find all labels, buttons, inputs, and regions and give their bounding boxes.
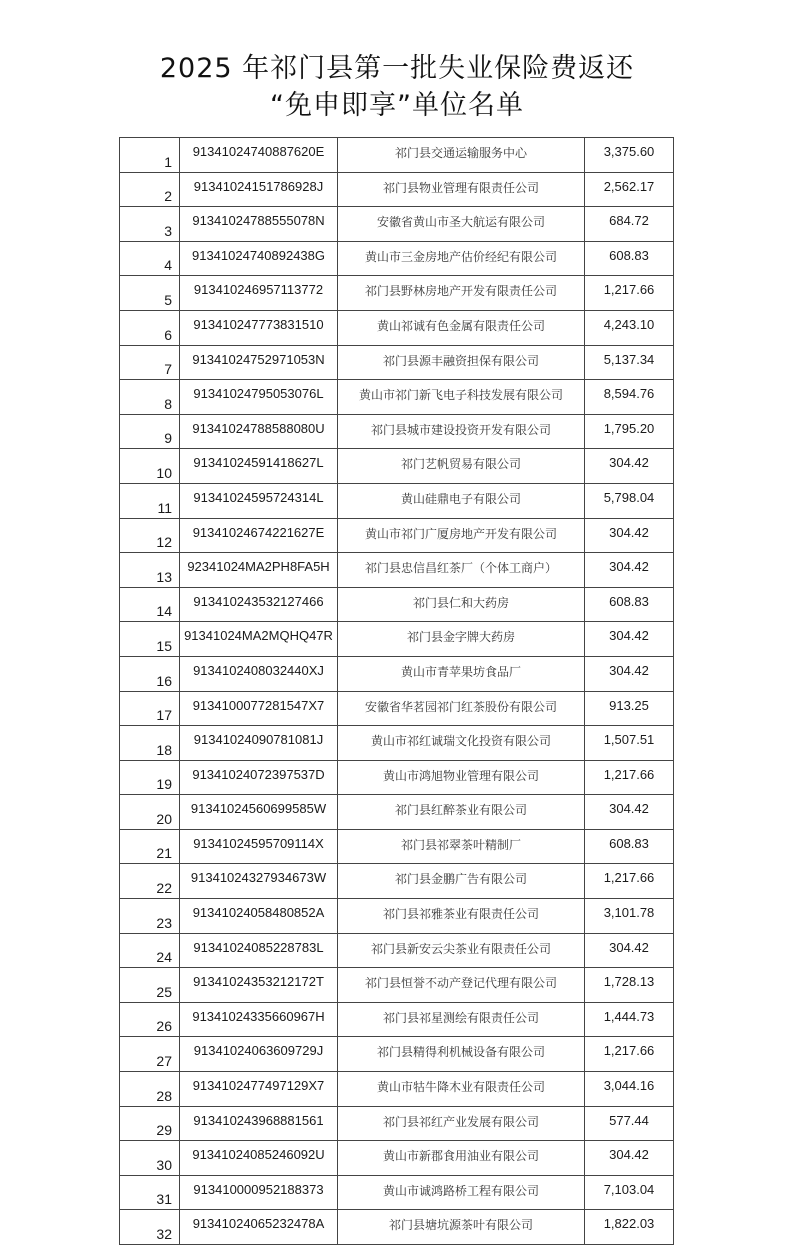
unit-name-cell: 祁门县恒誉不动产登记代理有限公司 [338,968,585,1003]
credit-code-cell: 9134102477497129X7 [180,1072,338,1107]
credit-code-cell: 91341024788588080U [180,414,338,449]
table-row [120,449,674,484]
row-number: 20 [120,795,180,830]
table-row [120,483,674,518]
table-row [120,518,674,553]
refund-amount-cell: 304.42 [585,553,674,588]
credit-code-cell: 91341024740887620E [180,138,338,173]
row-number: 11 [120,483,180,518]
refund-amount-cell: 5,798.04 [585,483,674,518]
table-row [120,1106,674,1141]
row-number: 23 [120,899,180,934]
table-row [120,1002,674,1037]
credit-code-cell: 91341024560699585W [180,795,338,830]
row-number: 5 [120,276,180,311]
refund-amount-cell: 1,822.03 [585,1210,674,1245]
refund-amount-cell: 684.72 [585,207,674,242]
unit-name-cell: 祁门艺帆贸易有限公司 [338,449,585,484]
credit-code-cell: 91341024065232478A [180,1210,338,1245]
table-row [120,414,674,449]
refund-amount-cell: 304.42 [585,933,674,968]
refund-amount-cell: 3,375.60 [585,138,674,173]
credit-code-cell: 91341024085228783L [180,933,338,968]
credit-code-cell: 913410246957113772 [180,276,338,311]
row-number: 27 [120,1037,180,1072]
row-number: 8 [120,380,180,415]
credit-code-cell: 91341024595709114X [180,829,338,864]
unit-name-cell: 祁门县交通运输服务中心 [338,138,585,173]
table-row [120,968,674,1003]
document-title-line-1: 2025 年祁门县第一批失业保险费返还 [159,53,635,84]
unit-name-cell: 黄山硅鼎电子有限公司 [338,483,585,518]
table-row [120,691,674,726]
table-row [120,829,674,864]
unit-name-cell: 祁门县红醉茶业有限公司 [338,795,585,830]
table-row [120,1037,674,1072]
table-row [120,380,674,415]
row-number: 14 [120,587,180,622]
unit-name-cell: 黄山市祁红诚瑞文化投资有限公司 [338,726,585,761]
row-number: 21 [120,829,180,864]
credit-code-cell: 91341024072397537D [180,760,338,795]
refund-amount-cell: 5,137.34 [585,345,674,380]
refund-amount-cell: 1,795.20 [585,414,674,449]
unit-name-cell: 祁门县祁雅茶业有限责任公司 [338,899,585,934]
unit-name-cell: 黄山祁诚有色金属有限责任公司 [338,310,585,345]
refund-amount-cell: 1,217.66 [585,864,674,899]
refund-amount-cell: 3,044.16 [585,1072,674,1107]
unit-name-cell: 祁门县金鹏广告有限公司 [338,864,585,899]
row-number: 12 [120,518,180,553]
row-number: 25 [120,968,180,1003]
unit-list-table [119,137,674,1245]
credit-code-cell: 91341024335660967H [180,1002,338,1037]
row-number: 22 [120,864,180,899]
refund-amount-cell: 304.42 [585,795,674,830]
row-number: 32 [120,1210,180,1245]
row-number: 28 [120,1072,180,1107]
unit-name-cell: 黄山市新郡食用油业有限公司 [338,1141,585,1176]
unit-name-cell: 祁门县物业管理有限责任公司 [338,172,585,207]
refund-amount-cell: 608.83 [585,241,674,276]
row-number: 31 [120,1175,180,1210]
refund-amount-cell: 304.42 [585,518,674,553]
row-number: 4 [120,241,180,276]
refund-amount-cell: 913.25 [585,691,674,726]
unit-name-cell: 祁门县源丰融资担保有限公司 [338,345,585,380]
unit-name-cell: 黄山市青苹果坊食品厂 [338,656,585,691]
refund-amount-cell: 1,217.66 [585,276,674,311]
refund-amount-cell: 304.42 [585,449,674,484]
credit-code-cell: 91341024058480852A [180,899,338,934]
table-row [120,276,674,311]
table-row [120,241,674,276]
row-number: 1 [120,138,180,173]
row-number: 13 [120,553,180,588]
credit-code-cell: 91341024595724314L [180,483,338,518]
credit-code-cell: 9134102408032440XJ [180,656,338,691]
unit-name-cell: 安徽省华茗园祁门红茶股份有限公司 [338,691,585,726]
unit-name-cell: 祁门县野林房地产开发有限责任公司 [338,276,585,311]
refund-amount-cell: 1,217.66 [585,760,674,795]
unit-name-cell: 黄山市祁门新飞电子科技发展有限公司 [338,380,585,415]
credit-code-cell: 9134100077281547X7 [180,691,338,726]
unit-name-cell: 祁门县忠信昌红茶厂（个体工商户） [338,553,585,588]
unit-name-cell: 黄山市三金房地产估价经纪有限公司 [338,241,585,276]
unit-name-cell: 安徽省黄山市圣大航运有限公司 [338,207,585,242]
table-row [120,760,674,795]
row-number: 2 [120,172,180,207]
refund-amount-cell: 304.42 [585,622,674,657]
refund-amount-cell: 4,243.10 [585,310,674,345]
credit-code-cell: 91341024327934673W [180,864,338,899]
row-number: 15 [120,622,180,657]
table-row [120,933,674,968]
unit-name-cell: 祁门县祁红产业发展有限公司 [338,1106,585,1141]
credit-code-cell: 913410000952188373 [180,1175,338,1210]
table-row [120,726,674,761]
credit-code-cell: 92341024MA2PH8FA5H [180,553,338,588]
refund-amount-cell: 304.42 [585,656,674,691]
refund-amount-cell: 1,217.66 [585,1037,674,1072]
refund-amount-cell: 608.83 [585,587,674,622]
row-number: 9 [120,414,180,449]
credit-code-cell: 91341024063609729J [180,1037,338,1072]
table-row [120,345,674,380]
credit-code-cell: 91341024MA2MQHQ47R [180,622,338,657]
unit-name-cell: 祁门县塘坑源茶叶有限公司 [338,1210,585,1245]
credit-code-cell: 913410243532127466 [180,587,338,622]
table-row [120,310,674,345]
credit-code-cell: 91341024090781081J [180,726,338,761]
unit-list-body [120,138,674,1245]
unit-name-cell: 黄山市诚鸿路桥工程有限公司 [338,1175,585,1210]
row-number: 19 [120,760,180,795]
row-number: 29 [120,1106,180,1141]
table-row [120,1175,674,1210]
credit-code-cell: 91341024752971053N [180,345,338,380]
row-number: 3 [120,207,180,242]
row-number: 18 [120,726,180,761]
table-row [120,553,674,588]
credit-code-cell: 91341024151786928J [180,172,338,207]
table-row [120,864,674,899]
row-number: 30 [120,1141,180,1176]
credit-code-cell: 91341024591418627L [180,449,338,484]
row-number: 24 [120,933,180,968]
unit-name-cell: 祁门县祁翠茶叶精制厂 [338,829,585,864]
unit-name-cell: 黄山市牯牛降木业有限责任公司 [338,1072,585,1107]
table-row [120,1072,674,1107]
credit-code-cell: 91341024740892438G [180,241,338,276]
credit-code-cell: 913410243968881561 [180,1106,338,1141]
refund-amount-cell: 1,507.51 [585,726,674,761]
refund-amount-cell: 8,594.76 [585,380,674,415]
refund-amount-cell: 304.42 [585,1141,674,1176]
unit-name-cell: 祁门县仁和大药房 [338,587,585,622]
unit-name-cell: 祁门县城市建设投资开发有限公司 [338,414,585,449]
table-row [120,587,674,622]
row-number: 16 [120,656,180,691]
refund-amount-cell: 7,103.04 [585,1175,674,1210]
refund-amount-cell: 1,444.73 [585,1002,674,1037]
unit-name-cell: 祁门县精得利机械设备有限公司 [338,1037,585,1072]
credit-code-cell: 91341024085246092U [180,1141,338,1176]
unit-name-cell: 黄山市祁门广厦房地产开发有限公司 [338,518,585,553]
table-row [120,622,674,657]
refund-amount-cell: 608.83 [585,829,674,864]
unit-name-cell: 黄山市鸿旭物业管理有限公司 [338,760,585,795]
table-row [120,207,674,242]
refund-amount-cell: 2,562.17 [585,172,674,207]
credit-code-cell: 91341024788555078N [180,207,338,242]
table-row [120,1141,674,1176]
table-row [120,656,674,691]
credit-code-cell: 913410247773831510 [180,310,338,345]
credit-code-cell: 91341024674221627E [180,518,338,553]
row-number: 6 [120,310,180,345]
table-row [120,795,674,830]
row-number: 10 [120,449,180,484]
row-number: 26 [120,1002,180,1037]
unit-name-cell: 祁门县新安云尖茶业有限责任公司 [338,933,585,968]
table-row [120,172,674,207]
document-title-line-2: “免申即享”单位名单 [270,90,524,121]
table-row [120,899,674,934]
refund-amount-cell: 577.44 [585,1106,674,1141]
credit-code-cell: 91341024795053076L [180,380,338,415]
table-row [120,1210,674,1245]
refund-amount-cell: 3,101.78 [585,899,674,934]
unit-name-cell: 祁门县祁星测绘有限责任公司 [338,1002,585,1037]
row-number: 17 [120,691,180,726]
unit-name-cell: 祁门县金字牌大药房 [338,622,585,657]
row-number: 7 [120,345,180,380]
credit-code-cell: 91341024353212172T [180,968,338,1003]
refund-amount-cell: 1,728.13 [585,968,674,1003]
table-row [120,138,674,173]
